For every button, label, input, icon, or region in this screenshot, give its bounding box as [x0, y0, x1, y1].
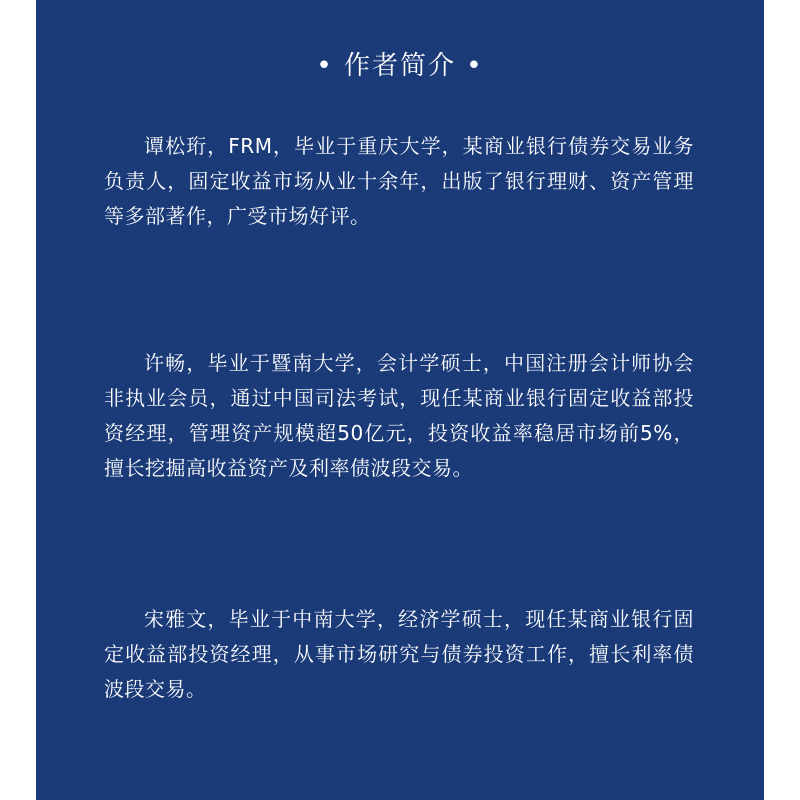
author-bio-tan-songheng: 谭松珩，FRM，毕业于重庆大学，某商业银行债券交易业务负责人，固定收益市场从业十余年，出版了银行理财、资产管理等多部著作，广受市场好评。 — [104, 134, 694, 228]
author-bio-xu-chang: 许畅，毕业于暨南大学，会计学硕士，中国注册会计师协会非执业会员，通过中国司法考试，现任某商业银行固定收益部投资经理，管理资产规模超50亿元，投资收益率稳居市场前5%，擅长挖掘高收益资产及利率债波段交易。 — [104, 351, 694, 480]
section-title: • 作者简介 • — [316, 51, 484, 81]
author-intro-panel — [36, 0, 764, 800]
author-bio-song-yawen: 宋雅文，毕业于中南大学，经济学硕士，现任某商业银行固定收益部投资经理，从事市场研究与债券投资工作，擅长利率债波段交易。 — [104, 607, 694, 701]
